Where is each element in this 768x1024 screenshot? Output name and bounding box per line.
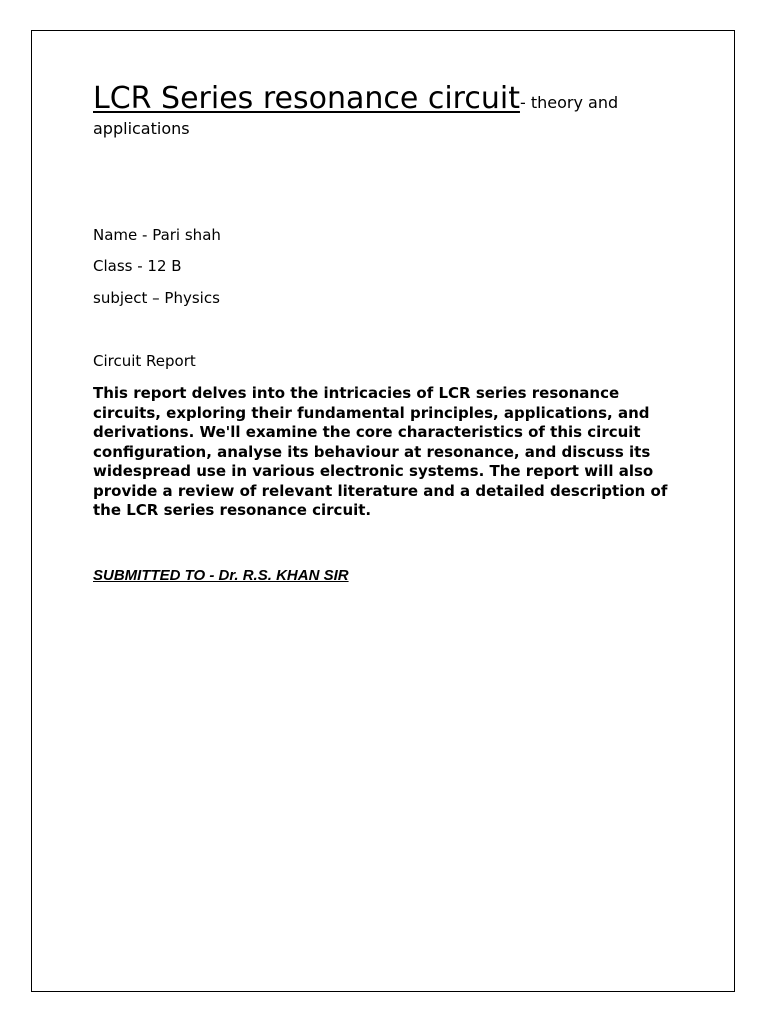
document-title — [93, 81, 683, 142]
page-content — [93, 81, 683, 584]
abstract-paragraph: This report delves into the intricacies of LCR series resonance circuits, exploring their fundamental principles, applications, and derivations. We'll examine the core characteristics of this circuit configuration, analyse its behaviour at resonance, and discuss its widespread use in various electronic systems. The report will also provide a review of relevant literature and a detailed description of the LCR series resonance circuit. — [93, 384, 668, 519]
title-main: LCR Series resonance circuit — [93, 81, 520, 116]
student-class: Class - 12 B — [93, 257, 182, 275]
subject: subject – Physics — [93, 289, 220, 307]
student-name: Name - Pari shah — [93, 226, 221, 244]
document-page — [31, 30, 735, 992]
section-heading: Circuit Report — [93, 352, 196, 370]
submitted-to: SUBMITTED TO - Dr. R.S. KHAN SIR — [93, 567, 349, 584]
title-subtitle: - theory and applications — [93, 93, 619, 138]
